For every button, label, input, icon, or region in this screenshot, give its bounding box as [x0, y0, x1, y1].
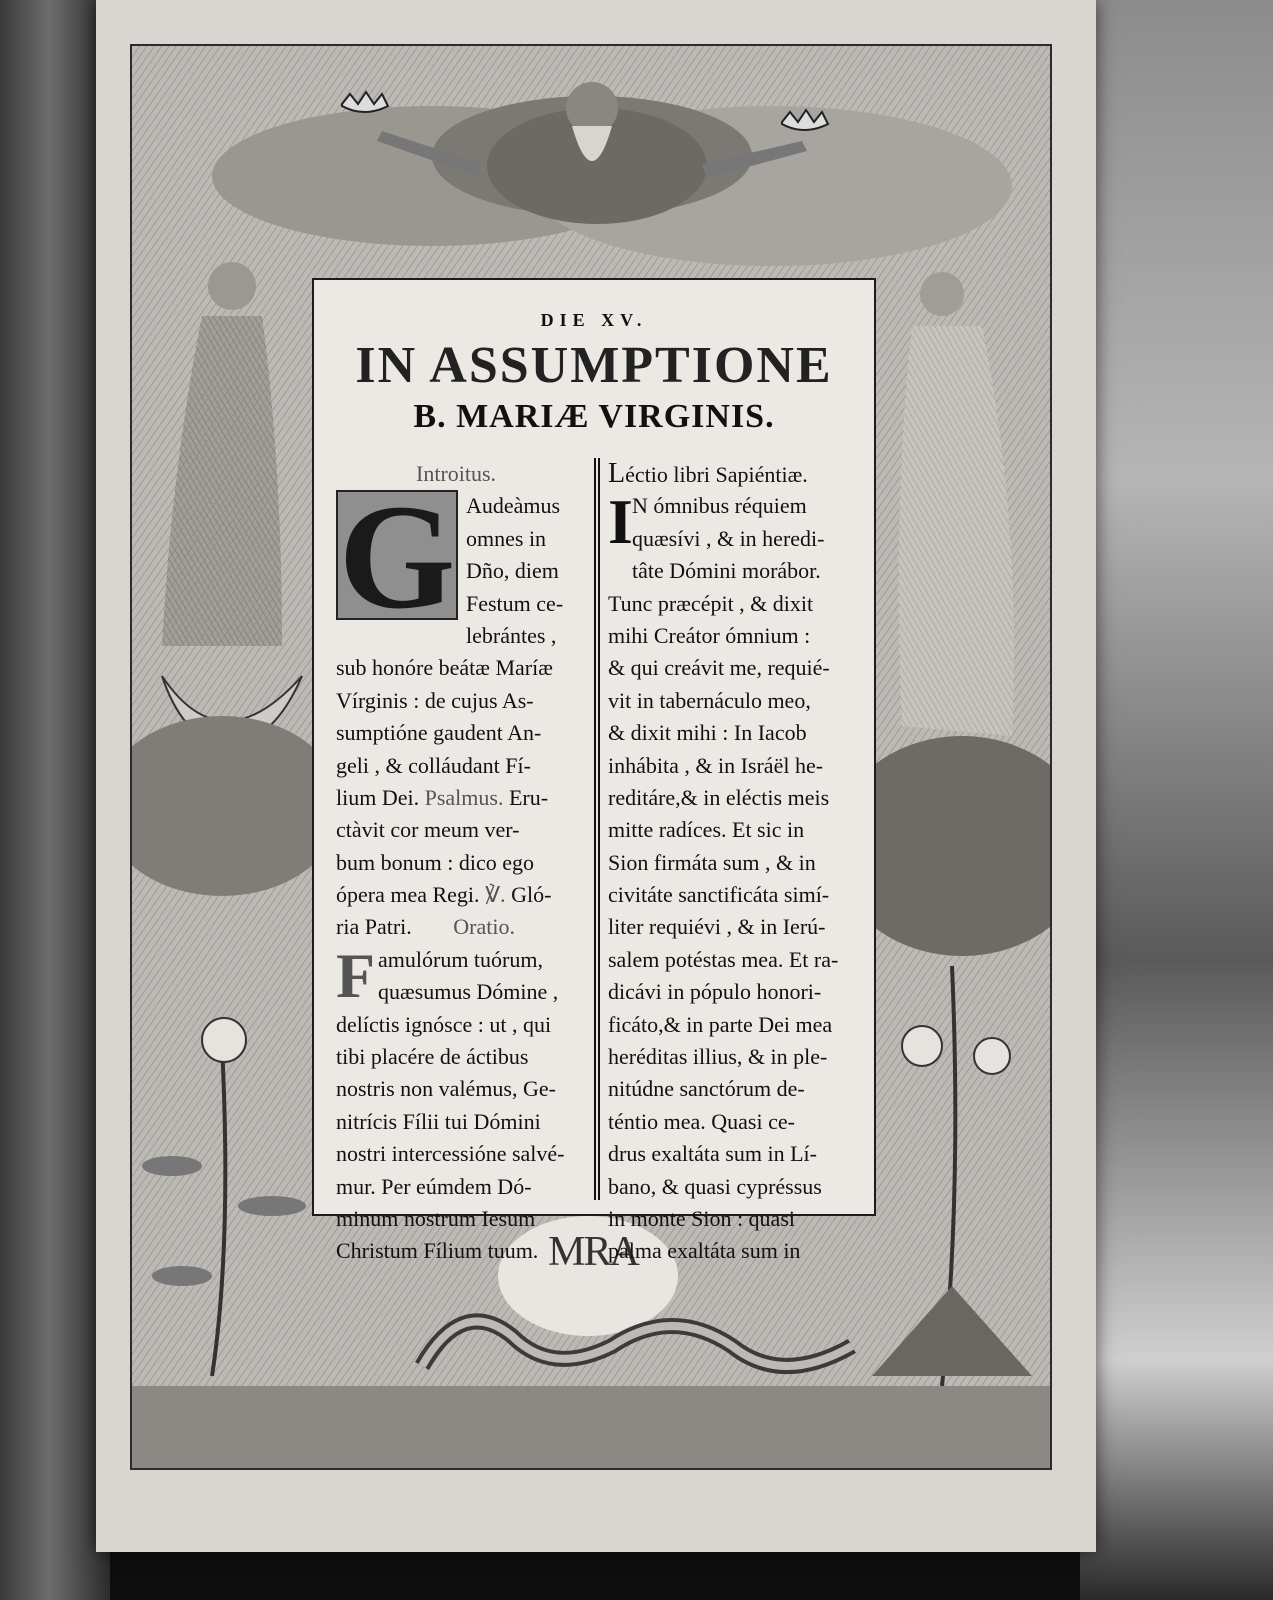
lectio-line: in monte Sion : quasi	[608, 1205, 795, 1231]
oratio-line: nitrícis Fílii tui Dómini	[336, 1108, 541, 1134]
facing-page-engraving	[0, 0, 110, 1600]
oratio-label: Oratio.	[453, 914, 515, 940]
dropcap-letter: G	[338, 490, 456, 620]
introit-line: lebrántes ,	[466, 622, 557, 648]
lectio-line: vit in tabernáculo meo,	[608, 687, 811, 713]
oratio-line: tibi placére de áctibus	[336, 1044, 529, 1070]
introit-line: Vírginis : de cujus As-	[336, 687, 534, 713]
lectio-first-block	[608, 486, 866, 587]
introit-line: sumptióne gaudent An-	[336, 720, 542, 746]
gloria-text: ópera mea Regi.	[336, 882, 480, 908]
lectio-line: N ómnibus réquiem	[632, 493, 807, 519]
psalm-line: bum bonum : dico ego	[336, 849, 534, 875]
lectio-line: drus exaltáta sum in Lí-	[608, 1141, 817, 1167]
lectio-line: tâte Dómini morábor.	[632, 558, 821, 584]
psalm-text: Eru-	[508, 784, 549, 810]
left-column	[336, 458, 588, 1268]
oratio-line: amulórum tuórum,	[378, 946, 543, 972]
gloria-line	[336, 879, 588, 911]
column-divider	[594, 458, 600, 1200]
lectio-line: nitúdne sanctórum de-	[608, 1076, 805, 1102]
monogram-mra: MRA	[548, 1229, 638, 1275]
lectio-line: bano, & quasi cypréssus	[608, 1173, 822, 1199]
crown-right-icon	[782, 110, 828, 130]
oratio-line: Christum Fílium tuum.	[336, 1238, 539, 1264]
lectio-cap: L	[608, 458, 626, 489]
lectio-cap-i: I	[608, 486, 633, 558]
introit-line: sub honóre beátæ Maríæ	[336, 655, 553, 681]
lectio-line: liter requiévi , & in Ierú-	[608, 914, 826, 940]
gloria-text: Gló-	[511, 882, 552, 908]
oratio-line: quæsumus Dómine ,	[378, 979, 559, 1005]
lectio-line: & dixit mihi : In Iacob	[608, 720, 807, 746]
gloria-line	[336, 911, 588, 943]
psalm-line	[336, 782, 588, 814]
lectio-line: ficáto,& in parte Dei mea	[608, 1011, 833, 1037]
introit-line: lium Dei.	[336, 784, 420, 810]
psalm-line: ctàvit cor meum ver-	[336, 817, 520, 843]
lectio-heading: éctio libri Sapiéntiæ.	[625, 462, 808, 487]
oratio-line: minum nostrum Iesum	[336, 1205, 536, 1231]
background-wall	[1080, 0, 1273, 1600]
introit-line: omnes in	[466, 525, 547, 551]
oratio-line: delíctis ignósce : ut , qui	[336, 1011, 552, 1037]
lectio-line: civitáte sanctificáta simí-	[608, 882, 830, 908]
lectio-line: & qui creávit me, requié-	[608, 655, 830, 681]
dropcap-g	[336, 490, 458, 620]
lectio-line: mihi Creátor ómnium :	[608, 622, 811, 648]
crown-left-icon	[342, 92, 388, 112]
introit-line: Dño, diem	[466, 558, 559, 584]
lectio-line: téntio mea. Quasi ce-	[608, 1108, 795, 1134]
oratio-cap: F	[336, 939, 376, 1011]
introit-line: Audeàmus	[466, 493, 561, 519]
lectio-line: mitte radíces. Et sic in	[608, 817, 805, 843]
lectio-line: dicávi in pópulo honori-	[608, 979, 822, 1005]
lectio-line: inhábita , & in Isráël he-	[608, 752, 824, 778]
lectio-line: quæsívi , & in heredi-	[632, 525, 825, 551]
lectio-line: Sion firmáta sum , & in	[608, 849, 816, 875]
oratio-line: nostri intercessióne salvé-	[336, 1141, 565, 1167]
introit-line: Festum ce-	[466, 590, 564, 616]
lectio-line: heréditas illius, & in ple-	[608, 1044, 828, 1070]
introit-label: Introitus.	[416, 461, 497, 486]
introit-line: geli , & colláudant Fí-	[336, 752, 531, 778]
page-subtitle: B. MARIÆ VIRGINIS.	[413, 398, 775, 435]
lectio-heading-line	[608, 458, 866, 490]
lectio-line: palma exaltáta sum in	[608, 1238, 801, 1264]
oratio-line: mur. Per eúmdem Dó-	[336, 1173, 532, 1199]
oratio-block	[336, 939, 588, 1011]
right-column	[608, 458, 866, 1268]
lectio-line: reditáre,& in eléctis meis	[608, 784, 830, 810]
gloria-text: ria Patri.	[336, 914, 412, 940]
lectio-line: salem potéstas mea. Et ra-	[608, 946, 839, 972]
lectio-line: Tunc præcépit , & dixit	[608, 590, 814, 616]
oratio-line: nostris non valémus, Ge-	[336, 1076, 556, 1102]
versicle-symbol: ℣.	[485, 882, 506, 908]
page-title: IN ASSUMPTIONE	[355, 337, 833, 394]
day-number: DIE XV.	[540, 310, 648, 330]
psalm-label: Psalmus.	[424, 784, 504, 810]
